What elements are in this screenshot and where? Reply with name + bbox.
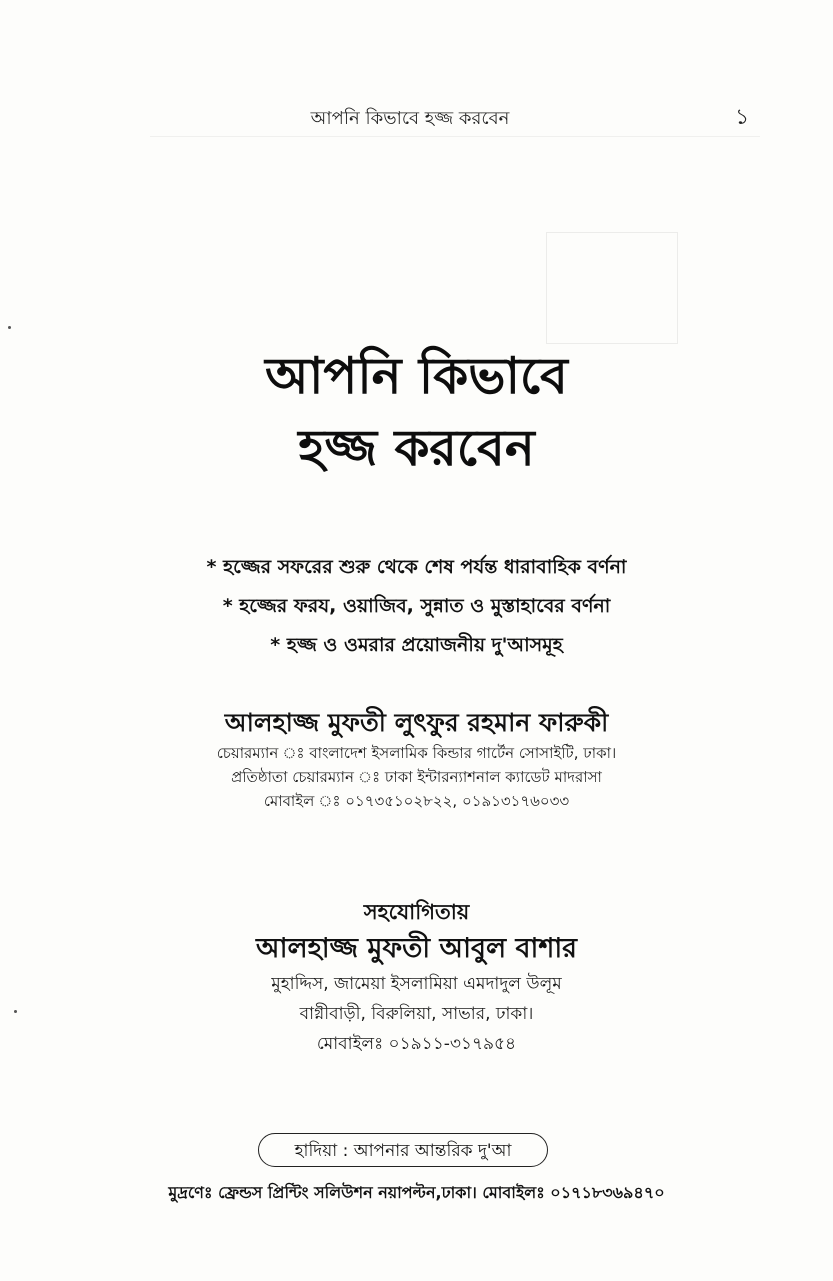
author-phone: মোবাইল ঃ ০১৭৩৫১০২৮২২, ০১৯১৩১৭৬০৩৩ [263,792,570,810]
book-title [140,340,693,484]
page-number: ১ [735,105,750,130]
scan-speck [14,1010,17,1013]
author-block [100,705,733,813]
author-designation: চেয়ারম্যান ঃ বাংলাদেশ ইসলামিক কিন্ডার গার্টেন সোসাইটি, ঢাকা। [216,744,617,762]
title-line-1: আপনি কিভাবে [265,347,568,405]
header-divider [150,136,760,137]
running-title: আপনি কিভাবে হজ্জ করবেন [310,108,510,129]
collaborator-block [100,895,733,1059]
collaborator-phone: মোবাইলঃ ০১৯১১-৩১৭৯৫৪ [316,1034,517,1054]
title-line-2: হজ্জ করবেন [298,419,535,477]
feature-item: * হজ্জের সফরের শুরু থেকে শেষ পর্যন্ত ধারাবাহিক বর্ণনা [206,556,627,578]
feature-item: * হজ্জ ও ওমরার প্রয়োজনীয় দু'আসমূহ [270,634,563,656]
show-through-box [546,232,678,344]
collaborator-heading: সহযোগিতায় [363,900,470,924]
printer-info: মুদ্রণেঃ ফ্রেন্ডস প্রিন্টিং সলিউশন নয়াপল্টন,ঢাকা। মোবাইলঃ ০১৭১৮৩৬৯৪৭০ [168,1183,665,1202]
collaborator-name: আলহাজ্জ মুফতী আবুল বাশার [255,933,578,964]
author-designation: প্রতিষ্ঠাতা চেয়ারম্যান ঃ ঢাকা ইন্টারন্যাশনাল ক্যাডেট মাদরাসা [231,768,602,786]
price-note: হাদিয়া : আপনার আন্তরিক দু'আ [258,1133,548,1167]
feature-list [100,548,733,665]
collaborator-address: বাগ্নীবাড়ী, বিরুলিয়া, সাভার, ঢাকা। [299,1004,534,1024]
scan-speck [8,326,11,329]
author-name: আলহাজ্জ মুফতী লুৎফুর রহমান ফারুকী [224,708,609,737]
feature-item: * হজ্জের ফরয, ওয়াজিব, সুন্নাত ও মুস্তাহাবের বর্ণনা [222,595,611,617]
collaborator-designation: মুহাদ্দিস, জামেয়া ইসলামিয়া এমদাদুল উলূম [271,974,562,994]
